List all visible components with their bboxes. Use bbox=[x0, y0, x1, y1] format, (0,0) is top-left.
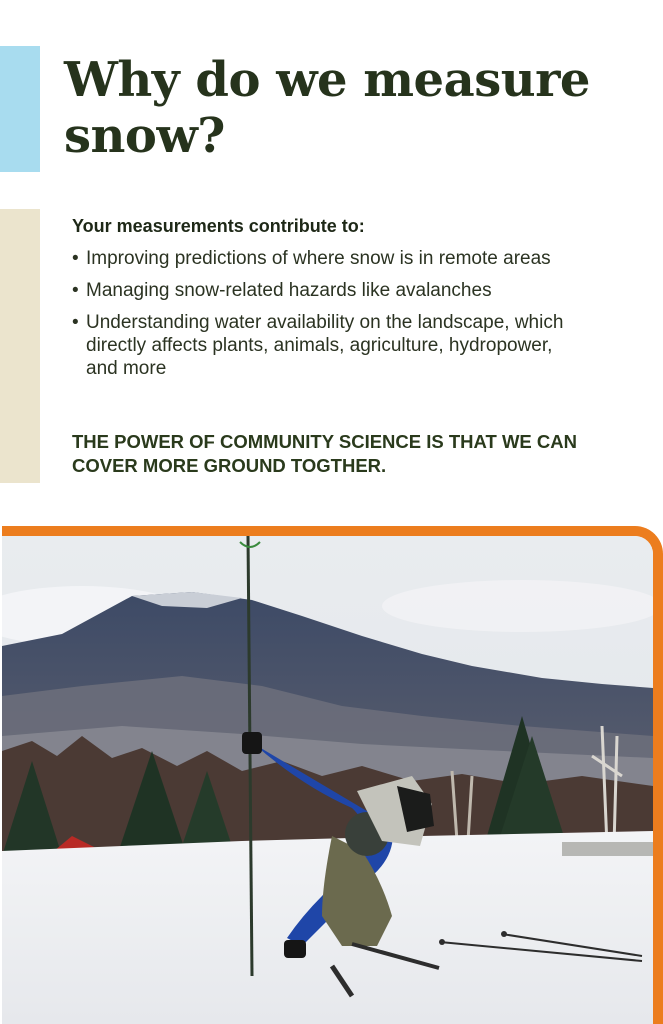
photo-frame bbox=[2, 526, 663, 1024]
list-item: • Managing snow-related hazards like avalanches bbox=[72, 279, 572, 302]
skier-photo bbox=[2, 536, 653, 1024]
community-science-tagline: THE POWER OF COMMUNITY SCIENCE IS THAT WE CAN COVER MORE GROUND TOGTHER. bbox=[72, 431, 577, 476]
blue-accent-bar bbox=[0, 46, 40, 172]
list-item: • Improving predictions of where snow is in remote areas bbox=[72, 247, 572, 270]
beige-accent-bar bbox=[0, 209, 40, 483]
intro-text: Your measurements contribute to: bbox=[72, 216, 365, 236]
page-title: Why do we measure snow? bbox=[64, 52, 590, 164]
contribution-list bbox=[72, 247, 572, 389]
list-item: • Understanding water availability on the landscape, which directly affects plants, animals, agriculture, hydropower, and more bbox=[72, 311, 572, 380]
